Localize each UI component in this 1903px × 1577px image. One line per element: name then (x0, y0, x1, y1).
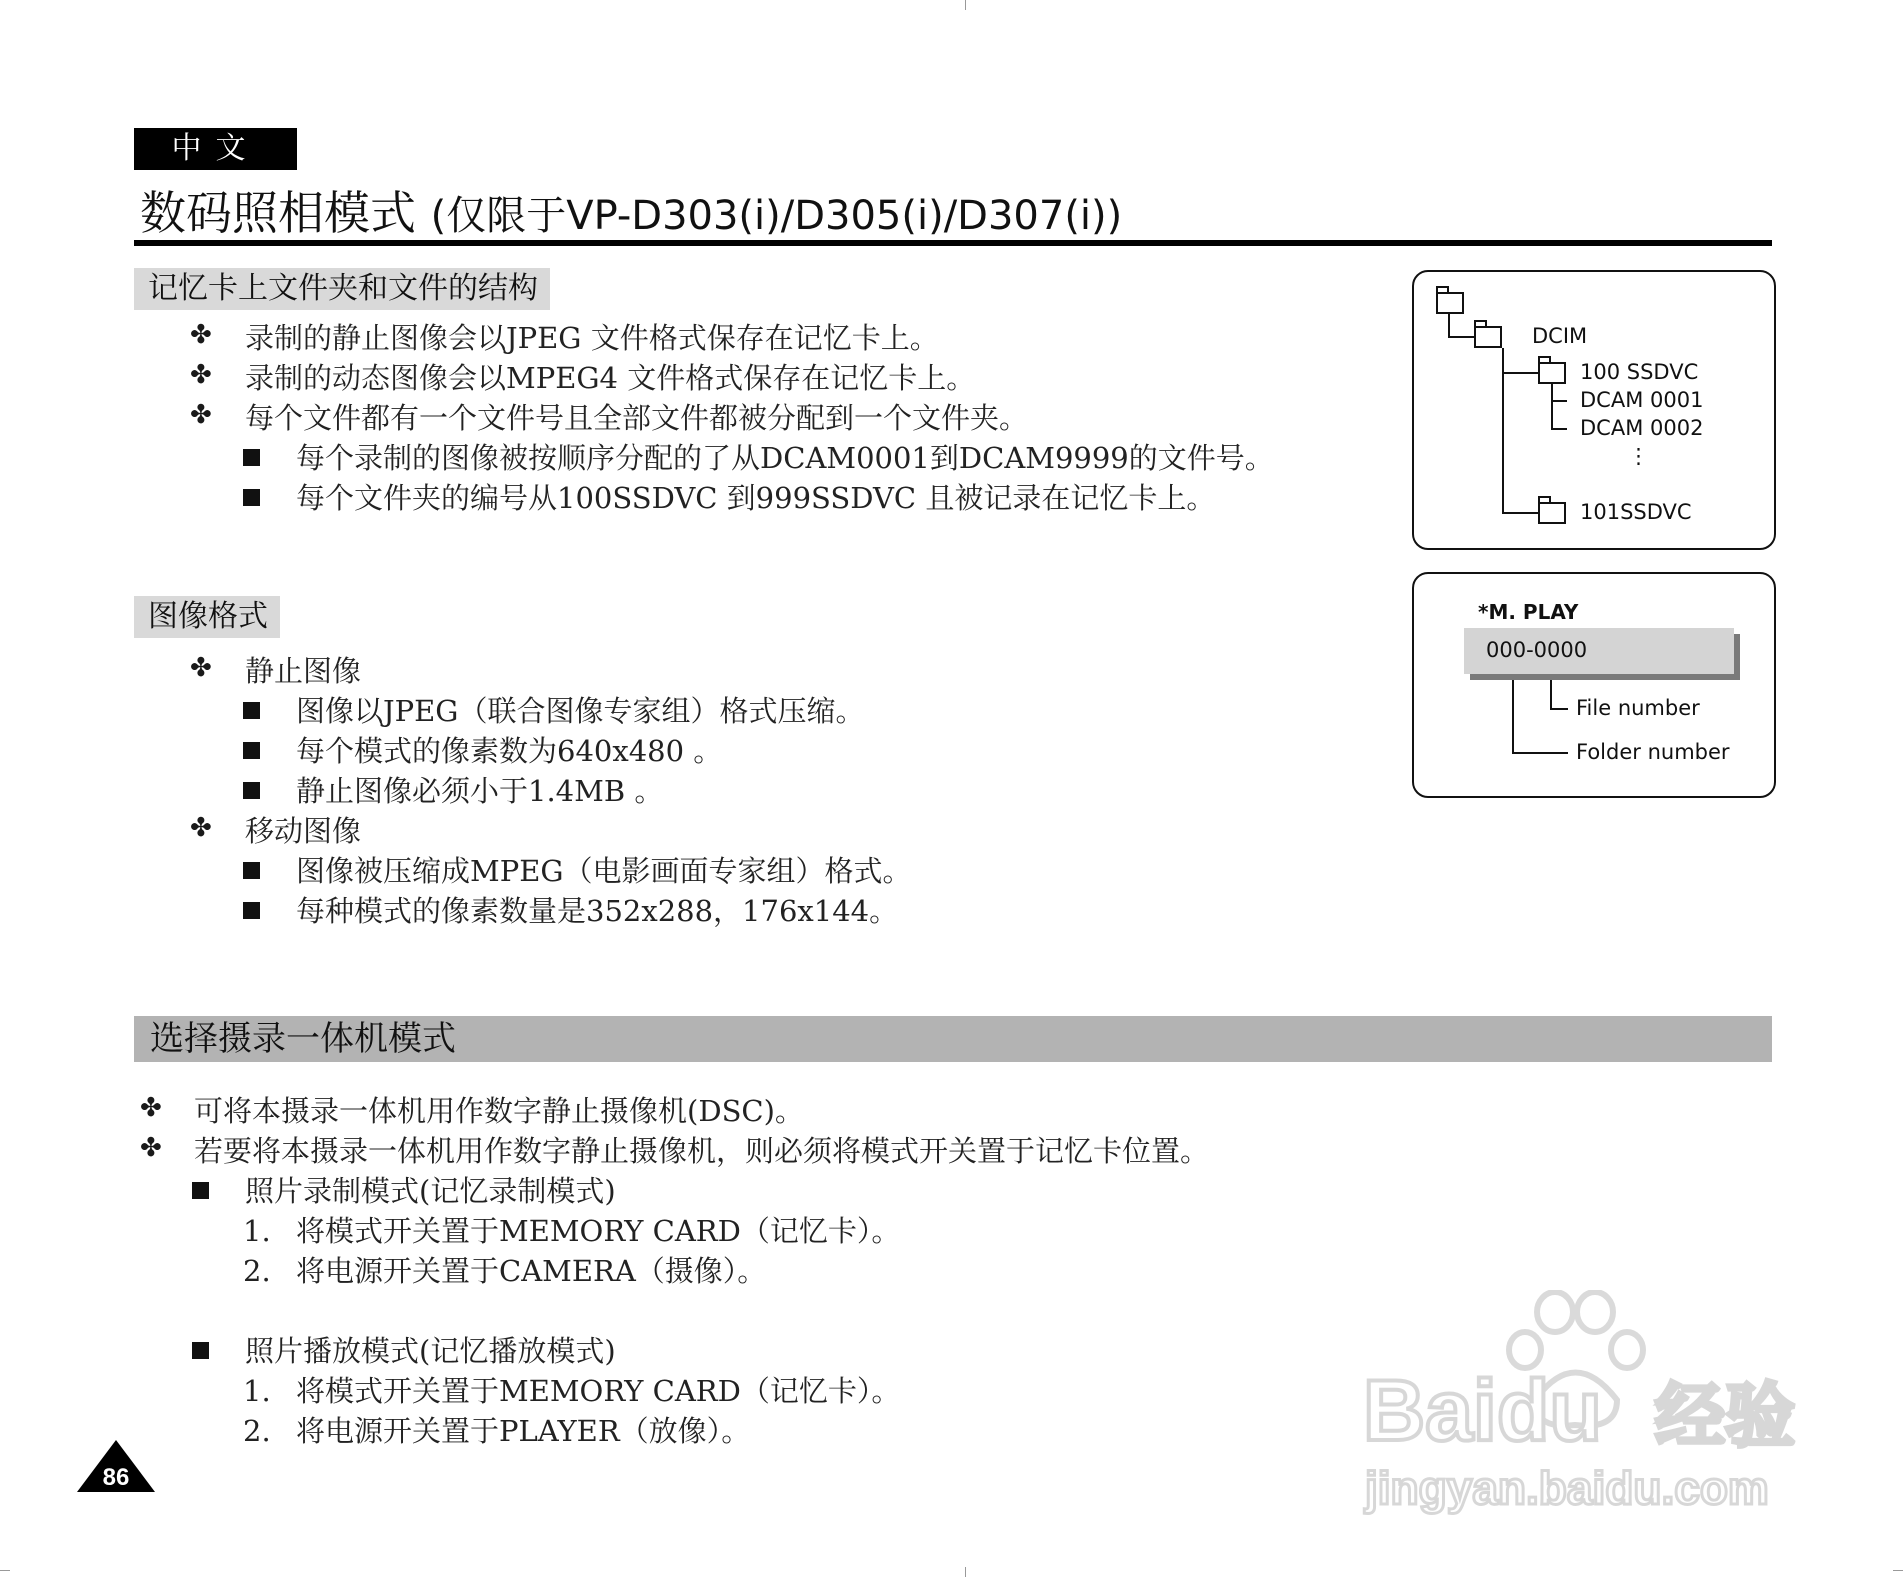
tree-connector (1551, 428, 1567, 430)
crop-mark (1893, 1570, 1903, 1571)
folder-item-2: 录制的动态图像会以MPEG4 文件格式保存在记忆卡上。 (245, 361, 976, 395)
photo-play-step-2-num: 2. (243, 1414, 271, 1448)
bullet-icon: ✤ (190, 360, 212, 390)
square-bullet-icon (243, 449, 260, 466)
square-bullet-icon (192, 1182, 209, 1199)
still-item-1: 图像以JPEG（联合图像专家组）格式压缩。 (296, 694, 865, 728)
page-number: 86 (102, 1464, 130, 1491)
camcorder-item-1: 可将本摄录一体机用作数字静止摄像机(DSC)。 (194, 1094, 804, 1128)
page-title (140, 183, 1122, 246)
photo-play-title: 照片播放模式(记忆播放模式) (245, 1334, 616, 1368)
page-number-badge (75, 1438, 157, 1494)
mplay-display-value: 000-0000 (1486, 638, 1588, 662)
image-format-heading: 图像格式 (134, 596, 280, 638)
bullet-icon: ✤ (190, 653, 212, 683)
square-bullet-icon (243, 902, 260, 919)
watermark-url: jingyan.baidu.com (1365, 1462, 1769, 1514)
camcorder-mode-heading: 选择摄录一体机模式 (134, 1016, 1772, 1062)
square-bullet-icon (243, 702, 260, 719)
square-bullet-icon (243, 489, 260, 506)
photo-record-step-2: 将电源开关置于CAMERA（摄像）。 (296, 1254, 767, 1288)
photo-record-step-1: 将模式开关置于MEMORY CARD（记忆卡）。 (296, 1214, 901, 1248)
movie-item-1: 图像被压缩成MPEG（电影画面专家组）格式。 (296, 854, 912, 888)
folder-sub-item-2: 每个文件夹的编号从100SSDVC 到999SSDVC 且被记录在记忆卡上。 (296, 481, 1216, 515)
tree-connector (1448, 314, 1450, 338)
folder-101-label: 101SSDVC (1580, 500, 1692, 524)
folder-number-label: Folder number (1576, 740, 1730, 764)
ellipsis: ⋮ (1628, 444, 1649, 468)
square-bullet-icon (243, 862, 260, 879)
photo-play-step-2: 将电源开关置于PLAYER（放像）。 (296, 1414, 751, 1448)
bullet-icon: ✤ (190, 320, 212, 350)
folder-icon (1436, 292, 1464, 314)
folder-item-3: 每个文件都有一个文件号且全部文件都被分配到一个文件夹。 (245, 401, 1029, 435)
folder-100-label: 100 SSDVC (1580, 360, 1699, 384)
photo-play-step-1: 将模式开关置于MEMORY CARD（记忆卡）。 (296, 1374, 901, 1408)
photo-record-title: 照片录制模式(记忆录制模式) (245, 1174, 616, 1208)
pointer-line (1550, 708, 1568, 710)
crop-mark (965, 1567, 966, 1577)
movie-image-title: 移动图像 (245, 814, 362, 848)
tree-connector (1502, 372, 1538, 374)
pointer-line (1512, 680, 1514, 754)
folder-sub-item-1: 每个录制的图像被按顺序分配的了从DCAM0001到DCAM9999的文件号。 (296, 441, 1274, 475)
square-bullet-icon (243, 742, 260, 759)
title-rule (134, 240, 1772, 246)
photo-record-step-2-num: 2. (243, 1254, 271, 1288)
camcorder-item-2: 若要将本摄录一体机用作数字静止摄像机，则必须将模式开关置于记忆卡位置。 (194, 1134, 1210, 1168)
square-bullet-icon (192, 1342, 209, 1359)
bullet-icon: ✤ (140, 1133, 162, 1163)
square-bullet-icon (243, 782, 260, 799)
mplay-label: *M. PLAY (1478, 600, 1579, 624)
movie-item-2: 每种模式的像素数量是352x288，176x144。 (296, 894, 899, 928)
tree-connector (1551, 400, 1567, 402)
file-0001-label: DCAM 0001 (1580, 388, 1704, 412)
mplay-diagram (1412, 572, 1776, 798)
file-number-label: File number (1576, 696, 1700, 720)
pointer-line (1512, 752, 1568, 754)
language-tab: 中文 (134, 128, 297, 170)
baidu-watermark (1345, 1290, 1815, 1520)
crop-mark (0, 1570, 10, 1571)
folder-icon (1538, 502, 1566, 524)
watermark-brand: Baidu (1363, 1363, 1602, 1459)
dcim-label: DCIM (1532, 324, 1588, 348)
still-item-3: 静止图像必须小于1.4MB 。 (296, 774, 664, 808)
watermark-brand-cn: 经验 (1655, 1375, 1795, 1457)
title-main: 数码照相模式 (140, 186, 416, 240)
bullet-icon: ✤ (190, 813, 212, 843)
bullet-icon: ✤ (190, 400, 212, 430)
folder-structure-heading: 记忆卡上文件夹和文件的结构 (134, 268, 550, 310)
folder-tree-diagram (1412, 270, 1776, 550)
tree-connector (1448, 336, 1474, 338)
title-model: (仅限于VP-D303(i)/D305(i)/D307(i)) (430, 193, 1123, 239)
tree-connector (1551, 384, 1553, 430)
pointer-line (1550, 680, 1552, 710)
file-0002-label: DCAM 0002 (1580, 416, 1704, 440)
folder-item-1: 录制的静止图像会以JPEG 文件格式保存在记忆卡上。 (245, 321, 939, 355)
bullet-icon: ✤ (140, 1093, 162, 1123)
folder-icon (1474, 326, 1502, 348)
photo-record-step-1-num: 1. (243, 1214, 271, 1248)
crop-mark (965, 0, 966, 10)
folder-icon (1538, 362, 1566, 384)
still-item-2: 每个模式的像素数为640x480 。 (296, 734, 723, 768)
tree-connector (1502, 512, 1538, 514)
still-image-title: 静止图像 (245, 654, 362, 688)
photo-play-step-1-num: 1. (243, 1374, 271, 1408)
